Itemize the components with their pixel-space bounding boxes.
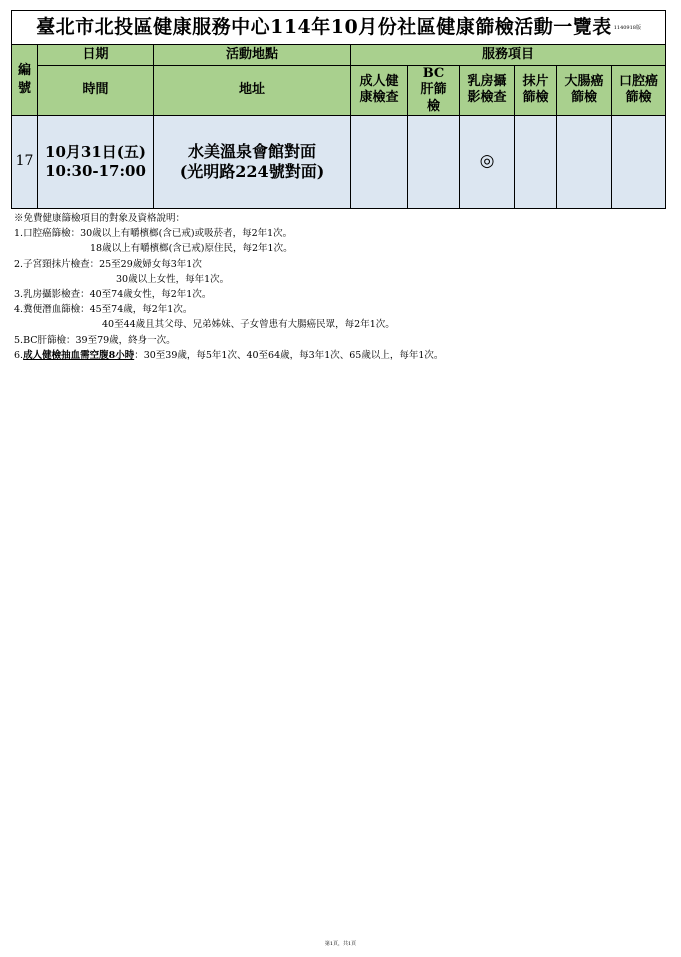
header-service-pap-smear <box>515 66 557 116</box>
table-row <box>12 115 666 208</box>
row-id: 17 <box>12 115 38 208</box>
header-services: 服務項目 <box>351 45 666 66</box>
page-footer: 第1頁，共1頁 <box>324 941 357 947</box>
note-oral-cancer <box>14 226 674 241</box>
note-adult-checkup-prefix: 6. <box>14 349 24 361</box>
note-pap-smear-label: 2.子宮頸抹片檢查： <box>14 258 100 270</box>
note-pap-smear-b: 30歲以上女性，每年1次。 <box>116 273 230 285</box>
version-label: 1140918版 <box>613 24 641 31</box>
header-service-hepatitis-text: BC肝篩檢 <box>420 66 447 114</box>
header-service-pap-smear-text: 抹片篩檢 <box>522 74 549 106</box>
schedule-table <box>11 10 666 209</box>
header-service-oral-cancer <box>612 66 666 116</box>
row-location-address <box>154 115 351 208</box>
header-time: 時間 <box>38 66 154 116</box>
notes-intro: ※免費健康篩檢項目的對象及資格說明： <box>14 213 186 224</box>
header-service-adult-checkup-text: 成人健康檢查 <box>359 74 399 106</box>
row-address: (光明路224號對面) <box>179 161 325 181</box>
header-location: 活動地點 <box>154 45 351 66</box>
note-fecal-occult <box>14 302 674 317</box>
row-date: 10月31日(五) <box>45 143 146 161</box>
row-time: 10:30-17:00 <box>45 161 146 180</box>
header-address: 地址 <box>154 66 351 116</box>
header-service-mammography <box>460 66 515 116</box>
header-service-adult-checkup <box>351 66 408 116</box>
note-pap-smear <box>14 257 674 272</box>
row-mark-hepatitis <box>408 115 460 208</box>
header-service-hepatitis <box>408 66 460 116</box>
header-service-oral-cancer-text: 口腔癌篩檢 <box>619 74 659 106</box>
row-mark-colorectal <box>557 115 612 208</box>
page-title: 臺北市北投區健康服務中心114年10月份社區健康篩檢活動一覽表 <box>36 15 612 38</box>
row-location: 水美溫泉會館對面 <box>187 141 316 161</box>
header-id-text: 編號 <box>17 62 31 96</box>
note-adult-checkup <box>14 348 674 363</box>
header-date: 日期 <box>38 45 154 66</box>
note-pap-smear-a: 25至29歲婦女每3年1次 <box>99 258 202 270</box>
header-service-colorectal-text: 大腸癌篩檢 <box>564 74 604 106</box>
eligibility-notes <box>14 211 674 363</box>
note-oral-cancer-label: 1.口腔癌篩檢： <box>14 228 81 240</box>
note-adult-checkup-fasting: 成人健檢抽血需空腹8小時 <box>23 349 135 361</box>
note-mammography: 3.乳房攝影檢查：40至74歲女性，每2年1次。 <box>14 289 212 301</box>
note-oral-cancer-b: 18歲以上有嚼檳榔(含已戒)原住民，每2年1次。 <box>90 243 293 255</box>
row-mark-pap-smear <box>515 115 557 208</box>
note-fecal-occult-a: 45至74歲，每2年1次。 <box>89 304 193 316</box>
note-fecal-occult-b: 40至44歲且其父母、兄弟姊妹、子女曾患有大腸癌民眾，每2年1次。 <box>102 319 395 331</box>
table-title-cell <box>12 11 666 45</box>
header-id <box>12 45 38 116</box>
note-hepatitis: 5.BC肝篩檢：39至79歲，終身一次。 <box>14 334 176 346</box>
header-service-mammography-text: 乳房攝影檢查 <box>467 74 507 106</box>
row-mark-adult-checkup <box>351 115 408 208</box>
note-fecal-occult-label: 4.糞便潛血篩檢： <box>14 304 90 316</box>
row-mark-mammography: ◎ <box>460 115 515 208</box>
note-oral-cancer-a: 30歲以上有嚼檳榔(含已戒)或吸菸者，每2年1次。 <box>80 228 293 240</box>
note-adult-checkup-rest: ：30至39歲，每5年1次、40至64歲，每3年1次、65歲以上，每年1次。 <box>134 349 444 361</box>
row-date-time <box>38 115 154 208</box>
header-service-colorectal <box>557 66 612 116</box>
row-mark-oral-cancer <box>612 115 666 208</box>
